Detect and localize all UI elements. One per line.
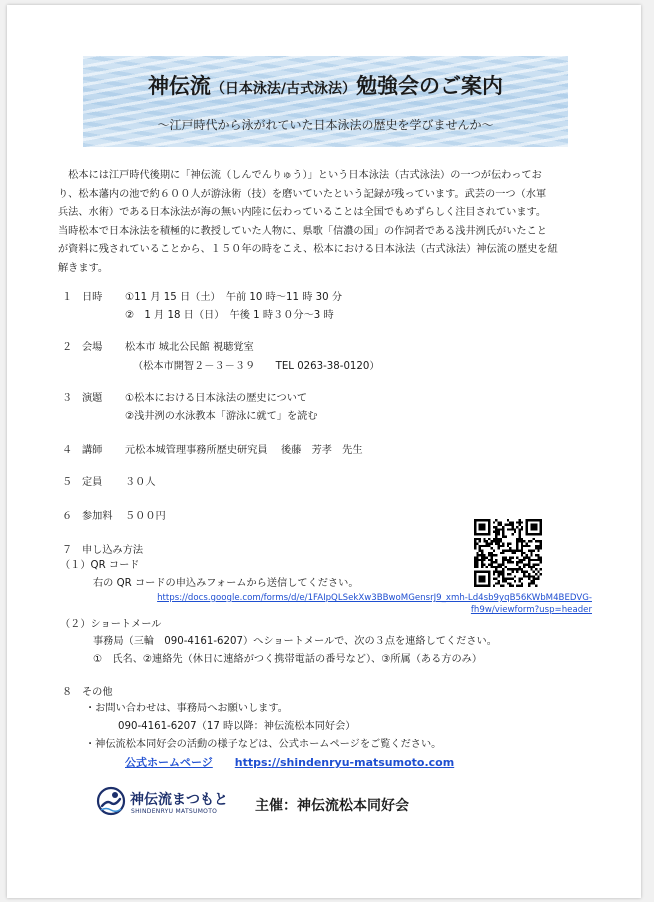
swimmer-logo-icon xyxy=(96,786,126,816)
sms-items: ① 氏名、②連絡先（休日に連絡がつく携帯電話の番号など）、③所属（ある方のみ） xyxy=(93,654,483,665)
section-label: 定員 xyxy=(82,477,103,488)
venue-name: 松本市 城北公民館 視聴覚室 xyxy=(125,342,254,353)
capacity-value: ３０人 xyxy=(125,477,156,488)
section-number: ４ xyxy=(62,445,73,456)
intro-line: 兵法、水術）である日本泳法が海の無い内陸に伝わっていることは全国でもめずらしく注目されています。 xyxy=(58,207,547,218)
form-url-line-2[interactable]: fh9w/viewform?usp=header xyxy=(470,605,592,615)
intro-paragraph xyxy=(58,167,598,278)
page-title xyxy=(83,70,568,100)
section-number: ３ xyxy=(62,393,73,404)
qr-heading: （１）QR コード xyxy=(60,560,140,571)
logo-text: 神伝流まつもと xyxy=(130,792,228,808)
intro-line: り、松本藩内の池で約６００人が游泳術（技）を磨いていたという記録が残っています。武芸の一つ（水軍 xyxy=(58,188,547,200)
section-label: 申し込み方法 xyxy=(82,545,144,556)
form-url[interactable] xyxy=(143,592,592,616)
section-number: ８ xyxy=(62,687,73,698)
intro-line: 当時松本で日本泳法を積極的に教授していた人物に、県歌「信濃の国」の作詞者である浅井洌氏がいたこと xyxy=(58,225,547,237)
contact-phone: 090-4161-6207（17 時以降：神伝流松本同好会） xyxy=(118,721,356,732)
section-number: ５ xyxy=(62,477,73,488)
section-label: 講師 xyxy=(82,445,103,456)
qr-instructions: 右の QR コードの申込みフォームから送信してください。 xyxy=(93,578,359,589)
section-number: ６ xyxy=(62,511,73,522)
lecturer-name: 元松本城管理事務所歴史研究員 後藤 芳孝 先生 xyxy=(125,445,363,456)
topic-2: ②浅井洌の水泳教本「游泳に就て」を読む xyxy=(125,411,318,422)
page-subtitle: ～江戸時代から泳がれていた日本泳法の歴史を学びませんか～ xyxy=(157,118,494,132)
title-paren: （日本泳法/古式泳法） xyxy=(210,81,357,97)
intro-line: 解きます。 xyxy=(58,262,109,274)
section-number: ２ xyxy=(62,342,73,353)
website-note: ・神伝流松本同好会の活動の様子などは、公式ホームページをご覧ください。 xyxy=(85,739,442,750)
form-url-line-1[interactable]: https://docs.google.com/forms/d/e/1FAIpQLSekXw3BBwoMGensrJ9_xmh-Ld4sb9yqB56KWbM4BEDVG- xyxy=(157,593,592,603)
schedule-date-2: ② 1 月 18 日（日） 午後 1 時３０分～3 時 xyxy=(125,310,334,321)
topic-1: ①松本における日本泳法の歴史について xyxy=(125,393,308,404)
qr-code-icon[interactable] xyxy=(474,519,542,587)
sms-heading: （２）ショートメール xyxy=(60,619,162,630)
homepage-label[interactable]: 公式ホームページ xyxy=(125,756,213,769)
sponsor-label: 主催：神伝流松本同好会 xyxy=(255,798,409,814)
logo-subtext: SHINDENRYU MATSUMOTO xyxy=(131,808,218,815)
sms-instructions: 事務局（三輪 090-4161-6207）へショートメールで、次の３点を連絡してください。 xyxy=(93,636,497,647)
section-label: 会場 xyxy=(82,342,103,353)
intro-line: 松本には江戸時代後期に「神伝流（しんでんりゅう）」という日本泳法（古式泳法）の一つが伝わってお xyxy=(58,170,542,181)
homepage-link[interactable] xyxy=(125,755,454,771)
homepage-url[interactable]: https://shindenryu-matsumoto.com xyxy=(234,756,455,769)
section-label: 日時 xyxy=(82,292,103,303)
intro-line: が資料に残されていることから、１５０年の時をこえ、松本における日本泳法（古式泳法）神伝流の歴史を紐 xyxy=(58,244,558,255)
section-number: ７ xyxy=(62,545,73,556)
contact-note: ・お問い合わせは、事務局へお願いします。 xyxy=(85,703,288,714)
section-label: その他 xyxy=(82,687,113,698)
section-label: 演題 xyxy=(82,393,103,404)
title-main-1: 神伝流 xyxy=(147,74,211,98)
section-label: 参加料 xyxy=(82,511,113,522)
venue-address: （松本市開智２－３－３９ TEL 0263-38-0120） xyxy=(133,361,380,372)
title-banner xyxy=(83,56,568,147)
section-number: １ xyxy=(62,292,73,303)
fee-value: ５００円 xyxy=(125,511,166,522)
title-main-2: 勉強会のご案内 xyxy=(356,74,504,98)
schedule-date-1: ①11 月 15 日（土） 午前 10 時～11 時 30 分 xyxy=(125,292,343,303)
